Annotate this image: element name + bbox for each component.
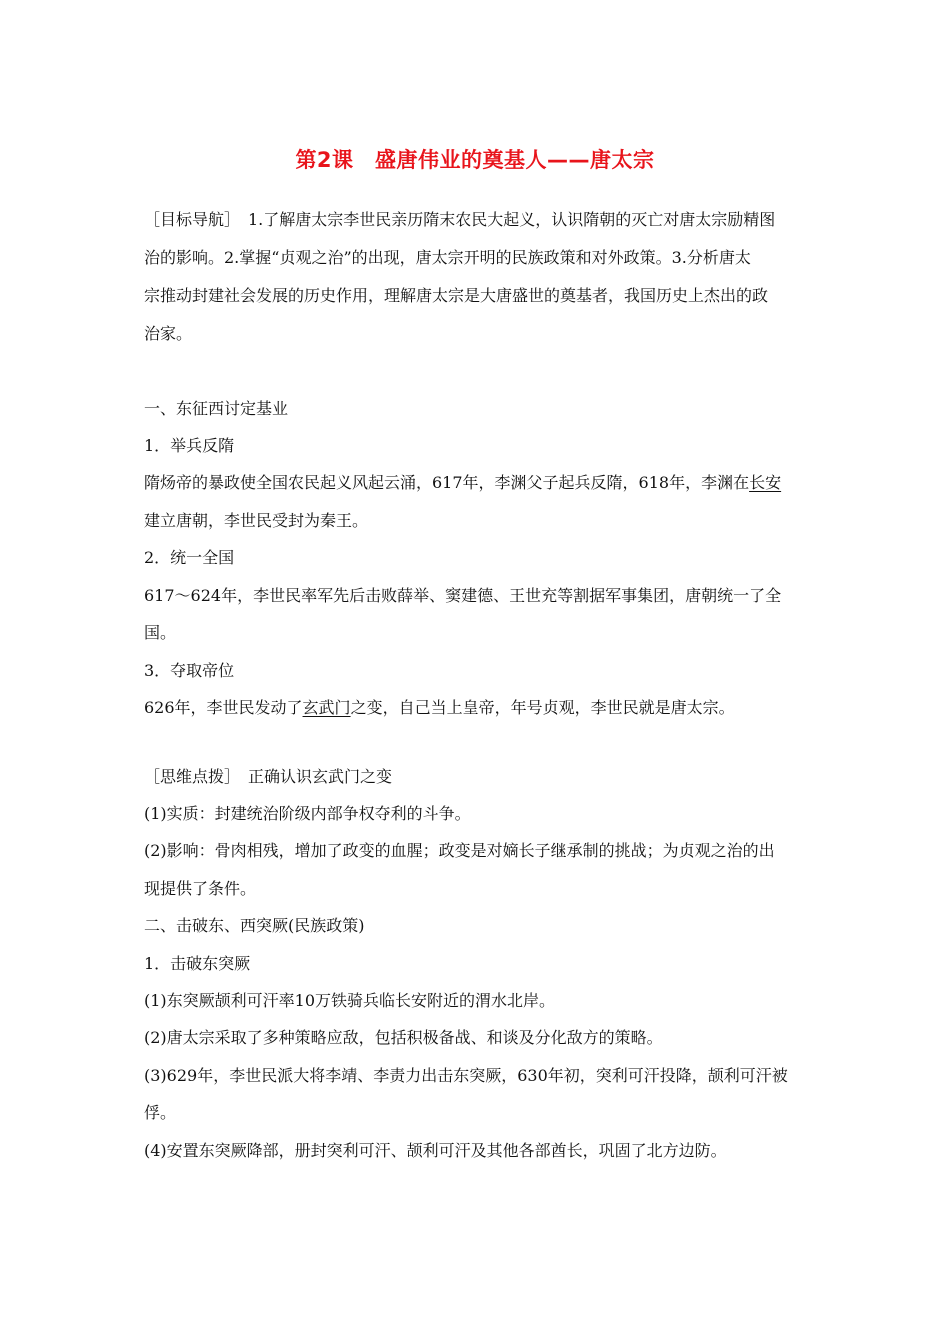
section-1-para-2b: 国。	[144, 623, 177, 642]
section-1-para-2a: 617～624年，李世民率军先后击败薛举、窦建德、王世充等割据军事集团，唐朝统一了全	[144, 586, 782, 605]
section-2-item-3b: 俘。	[144, 1103, 177, 1122]
section-2-item-4: (4)安置东突厥降部，册封突利可汗、颉利可汗及其他各部酋长，巩固了北方边防。	[144, 1141, 727, 1160]
section-1-para-3	[144, 697, 808, 719]
goal-line-2: 治的影响。2.掌握“贞观之治”的出现，唐太宗开明的民族政策和对外政策。3.分析唐太	[144, 248, 751, 267]
section-2-heading: 二、击破东、西突厥(民族政策)	[144, 916, 365, 935]
section-1-para-1b: 建立唐朝，李世民受封为秦王。	[144, 511, 369, 530]
section-1-heading: 一、东征西讨定基业	[144, 399, 289, 418]
para-text: 隋炀帝的暴政使全国农民起义风起云涌，617年，李渊父子起兵反隋，618年，李渊在	[144, 473, 750, 492]
goal-line-1: ［目标导航］ 1.了解唐太宗李世民亲历隋末农民大起义，认识隋朝的灭亡对唐太宗励精图	[144, 210, 776, 229]
section-1-para-1a	[144, 472, 808, 494]
underlined-term-xuanwumen: 玄武门	[302, 698, 351, 717]
lesson-title: 第2课 盛唐伟业的奠基人——唐太宗	[295, 148, 655, 172]
think-item-2b: 现提供了条件。	[144, 879, 257, 898]
para-text: 之变，自己当上皇帝，年号贞观，李世民就是唐太宗。	[350, 698, 735, 717]
section-1-sub-1: 1．举兵反隋	[144, 436, 235, 455]
think-item-1: (1)实质：封建统治阶级内部争权夺利的斗争。	[144, 804, 471, 823]
underlined-term-changan: 长安	[749, 473, 782, 492]
para-text: 626年，李世民发动了	[144, 698, 303, 717]
goal-line-4: 治家。	[144, 324, 193, 343]
section-2-item-3a: (3)629年，李世民派大将李靖、李责力出击东突厥，630年初，突利可汗投降，颉利可汗被	[144, 1066, 788, 1085]
section-1-sub-2: 2．统一全国	[144, 548, 235, 567]
think-item-2a: (2)影响：骨肉相残，增加了政变的血腥；政变是对嫡长子继承制的挑战；为贞观之治的出	[144, 841, 775, 860]
section-2-item-1: (1)东突厥颉利可汗率10万铁骑兵临长安附近的渭水北岸。	[144, 991, 556, 1010]
section-2-item-2: (2)唐太宗采取了多种策略应敌，包括积极备战、和谈及分化敌方的策略。	[144, 1028, 663, 1047]
section-1-sub-3: 3．夺取帝位	[144, 661, 235, 680]
goal-line-3: 宗推动封建社会发展的历史作用，理解唐太宗是大唐盛世的奠基者，我国历史上杰出的政	[144, 286, 769, 305]
think-heading: ［思维点拨］ 正确认识玄武门之变	[144, 767, 393, 786]
section-2-sub-1: 1．击破东突厥	[144, 954, 251, 973]
